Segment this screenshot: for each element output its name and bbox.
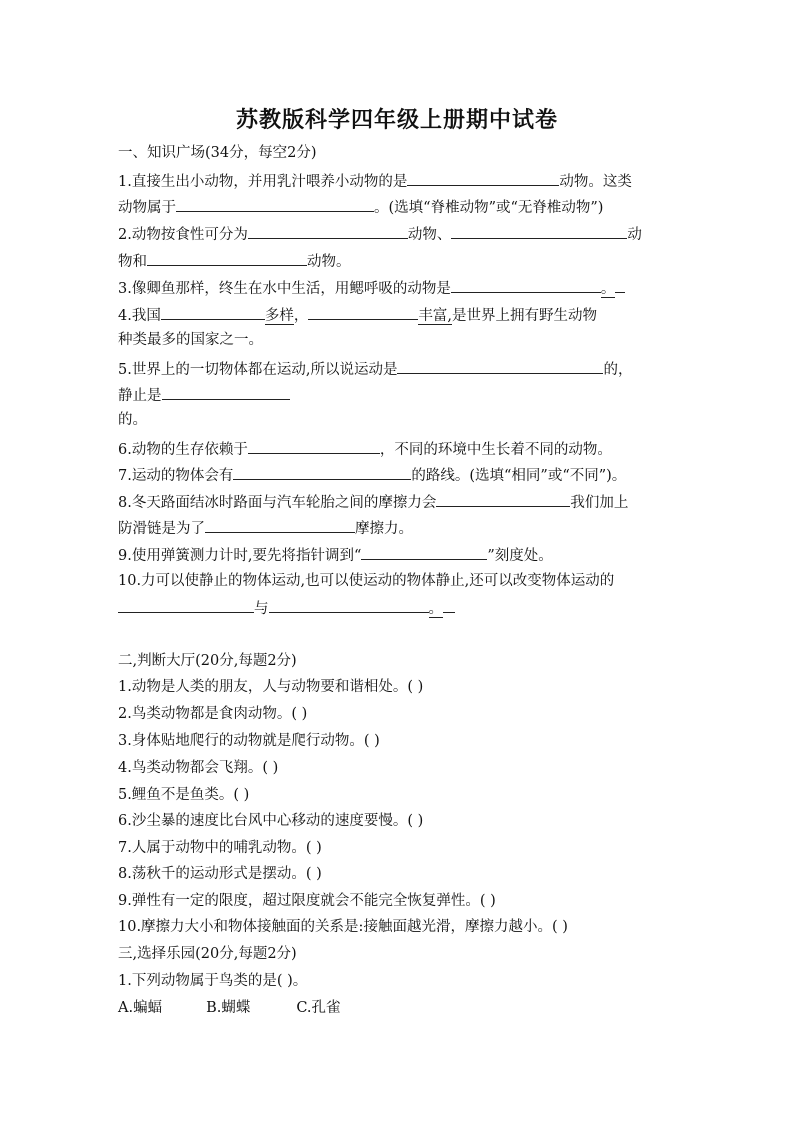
question-2-line-2: 物和 动物。	[118, 250, 351, 272]
answer-blank[interactable]	[161, 304, 265, 320]
question-6: 6.动物的生存依赖于 ，不同的环境中生长着不同的动物。	[118, 438, 612, 460]
judgment-item: 7.人属于动物中的哺乳动物。( )	[118, 840, 322, 856]
question-1-line-2: 动物属于 。(选填“脊椎动物”或“无脊椎动物”)	[118, 196, 603, 218]
question-5-line-1: 5.世界上的一切物体都在运动,所以说运动是 的，	[118, 358, 632, 380]
section-2-heading: 二,判断大厅(20分,每题2分)	[118, 653, 297, 669]
question-4-line-2: 种类最多的国家之一。	[118, 332, 263, 348]
judgment-item: 1.动物是人类的朋友，人与动物要和谐相处。( )	[118, 679, 424, 695]
answer-blank[interactable]	[248, 438, 380, 454]
question-5-line-2: 静止是	[118, 384, 290, 406]
question-8-line-2: 防滑链是为了 摩擦力。	[118, 517, 413, 539]
option-a[interactable]: A.蝙蝠	[118, 1000, 163, 1016]
answer-blank[interactable]	[308, 304, 418, 320]
judgment-item: 2.鸟类动物都是食肉动物。( )	[118, 706, 308, 722]
answer-blank[interactable]	[407, 170, 559, 186]
judgment-item: 4.鸟类动物都会飞翔。( )	[118, 760, 279, 776]
answer-blank[interactable]	[233, 464, 411, 480]
question-9: 9.使用弹簧测力计时,要先将指针调到“ ”刻度处。	[118, 544, 553, 566]
question-10-line-1: 10.力可以使静止的物体运动,也可以使运动的物体静止,还可以改变物体运动的	[118, 573, 615, 589]
answer-blank[interactable]	[176, 196, 374, 212]
choice-options	[118, 998, 341, 1018]
question-3: 3.像卿鱼那样，终生在水中生活，用鳃呼吸的动物是 。	[118, 277, 625, 299]
judgment-item: 3.身体贴地爬行的动物就是爬行动物。( )	[118, 733, 380, 749]
question-1-line-1: 1.直接生出小动物，并用乳汁喂养小动物的是 动物。这类	[118, 170, 632, 192]
judgment-item: 8.荡秋千的运动形式是摆动。( )	[118, 866, 322, 882]
question-2-line-1: 2.动物按食性可分为 动物、 动	[118, 223, 642, 245]
answer-blank[interactable]	[269, 597, 429, 613]
choice-question-1: 1.下列动物属于鸟类的是( )。	[118, 973, 308, 989]
section-3-heading: 三,选择乐园(20分,每题2分)	[118, 946, 297, 962]
answer-blank[interactable]	[147, 250, 307, 266]
judgment-item: 9.弹性有一定的限度，超过限度就会不能完全恢复弹性。( )	[118, 893, 496, 909]
answer-blank[interactable]	[162, 384, 290, 400]
question-8-line-1: 8.冬天路面结冰时路面与汽车轮胎之间的摩擦力会 我们加上	[118, 491, 628, 513]
answer-blank[interactable]	[205, 517, 355, 533]
option-b[interactable]: B.蝴蝶	[206, 1000, 251, 1016]
judgment-item: 10.摩擦力大小和物体接触面的关系是:接触面越光滑，摩擦力越小。( )	[118, 919, 568, 935]
answer-blank[interactable]	[118, 597, 254, 613]
answer-blank[interactable]	[361, 544, 487, 560]
answer-blank[interactable]	[451, 223, 627, 239]
judgment-item: 5.鲤鱼不是鱼类。( )	[118, 787, 250, 803]
answer-blank[interactable]	[436, 491, 570, 507]
answer-blank[interactable]	[397, 358, 603, 374]
answer-blank[interactable]	[248, 223, 408, 239]
question-7: 7.运动的物体会有 的路线。(选填“相同”或“不同”)。	[118, 464, 626, 486]
question-4-line-1: 4.我国 多样， 丰富,是世界上拥有野生动物	[118, 304, 597, 326]
question-10-line-2: 与 。	[118, 597, 455, 619]
section-1-heading: 一、知识广场(34分，每空2分)	[118, 145, 317, 161]
question-5-line-3: 的。	[118, 412, 147, 428]
judgment-item: 6.沙尘暴的速度比台风中心移动的速度要慢。( )	[118, 813, 424, 829]
option-c[interactable]: C.孔雀	[296, 1000, 341, 1016]
exam-title: 苏教版科学四年级上册期中试卷	[235, 107, 558, 133]
answer-blank[interactable]	[451, 277, 601, 293]
